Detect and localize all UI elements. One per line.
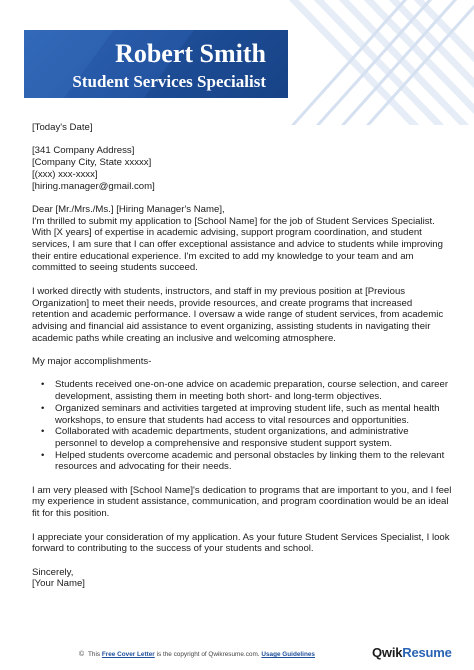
- copyright-icon: ©: [79, 651, 85, 658]
- logo-part-resume: Resume: [402, 645, 452, 660]
- usage-guidelines-link[interactable]: Usage Guidelines: [261, 651, 315, 658]
- closing: Sincerely,: [32, 566, 74, 578]
- candidate-name: Robert Smith: [115, 39, 266, 68]
- accomplishments-list: [32, 379, 452, 473]
- bullet-icon: •: [41, 379, 45, 391]
- list-item: [32, 379, 452, 402]
- bullet-icon: •: [41, 402, 45, 414]
- logo-part-qwik: Qwik: [372, 645, 403, 660]
- paragraph-fit: I am very pleased with [School Name]'s dedication to programs that are important to you, and I feel my experience in student assistance, communication, and program coordination would be an ideal fit for this position.: [32, 484, 452, 520]
- list-item: [32, 450, 452, 473]
- name-banner: [24, 30, 288, 98]
- bullet-icon: •: [41, 449, 45, 461]
- address-line: [Company City, State xxxxx]: [32, 157, 152, 169]
- letter-body: [32, 122, 452, 590]
- accomplishments-intro: My major accomplishments-: [32, 356, 152, 367]
- address-line: [341 Company Address]: [32, 145, 135, 157]
- address-line: [(xxx) xxx-xxxx]: [32, 168, 98, 180]
- signature: [Your Name]: [32, 578, 85, 590]
- accomplishment-text: Helped students overcome academic and personal obstacles by linking them to the relevant resources and advocating for their needs.: [55, 449, 445, 473]
- salutation: Dear [Mr./Mrs./Ms.] [Hiring Manager's Name],: [32, 203, 225, 215]
- bullet-icon: •: [41, 426, 45, 438]
- footer-middle: is the copyright of Qwikresume.com.: [156, 651, 260, 658]
- letter-date: [Today's Date]: [32, 122, 93, 133]
- accomplishment-text: Organized seminars and activities targeted at improving student life, such as mental health workshops, to ensure that students had access to vital resources and opportunities.: [55, 402, 440, 426]
- address-line: [hiring.manager@gmail.com]: [32, 180, 155, 192]
- paragraph-experience: I worked directly with students, instructors, and staff in my previous position at [Previous Organization] to meet their needs, provide resources, and create programs that increased retention and academic performance. I oversaw a wide range of student services, from academic advising and financial aid assistance to event organizing, assisting students in navigating their academic paths while creating an inclusive and welcoming atmosphere.: [32, 285, 444, 344]
- accomplishment-text: Collaborated with academic departments, student organizations, and administrative personnel to develop a comprehensive and responsive student support system.: [55, 426, 409, 449]
- list-item: [32, 426, 452, 449]
- candidate-job-title: Student Services Specialist: [72, 72, 266, 91]
- paragraph-closing: I appreciate your consideration of my application. As your future Student Services Specialist, I look forward to contributing to the success of your students and school.: [32, 531, 450, 555]
- copyright-note: [88, 651, 315, 658]
- footer-prefix: This: [88, 651, 101, 658]
- free-cover-letter-link[interactable]: Free Cover Letter: [101, 651, 155, 658]
- paragraph-intro: I'm thrilled to submit my application to [School Name] for the job of Student Services Specialist. With [X years] of expertise in academic advising, support program coordination, and student services, I am sure that I can offer exceptional assistance and advice to students while improving their entire educational experience. I'm excited to add my knowledge to your team and am committed to seeing students succeed.: [32, 215, 443, 274]
- accomplishment-text: Students received one-on-one advice on academic preparation, course selection, and career development, assisting them in meeting both short- and long-term objectives.: [55, 379, 449, 403]
- qwikresume-logo[interactable]: [372, 645, 452, 660]
- list-item: [32, 403, 452, 426]
